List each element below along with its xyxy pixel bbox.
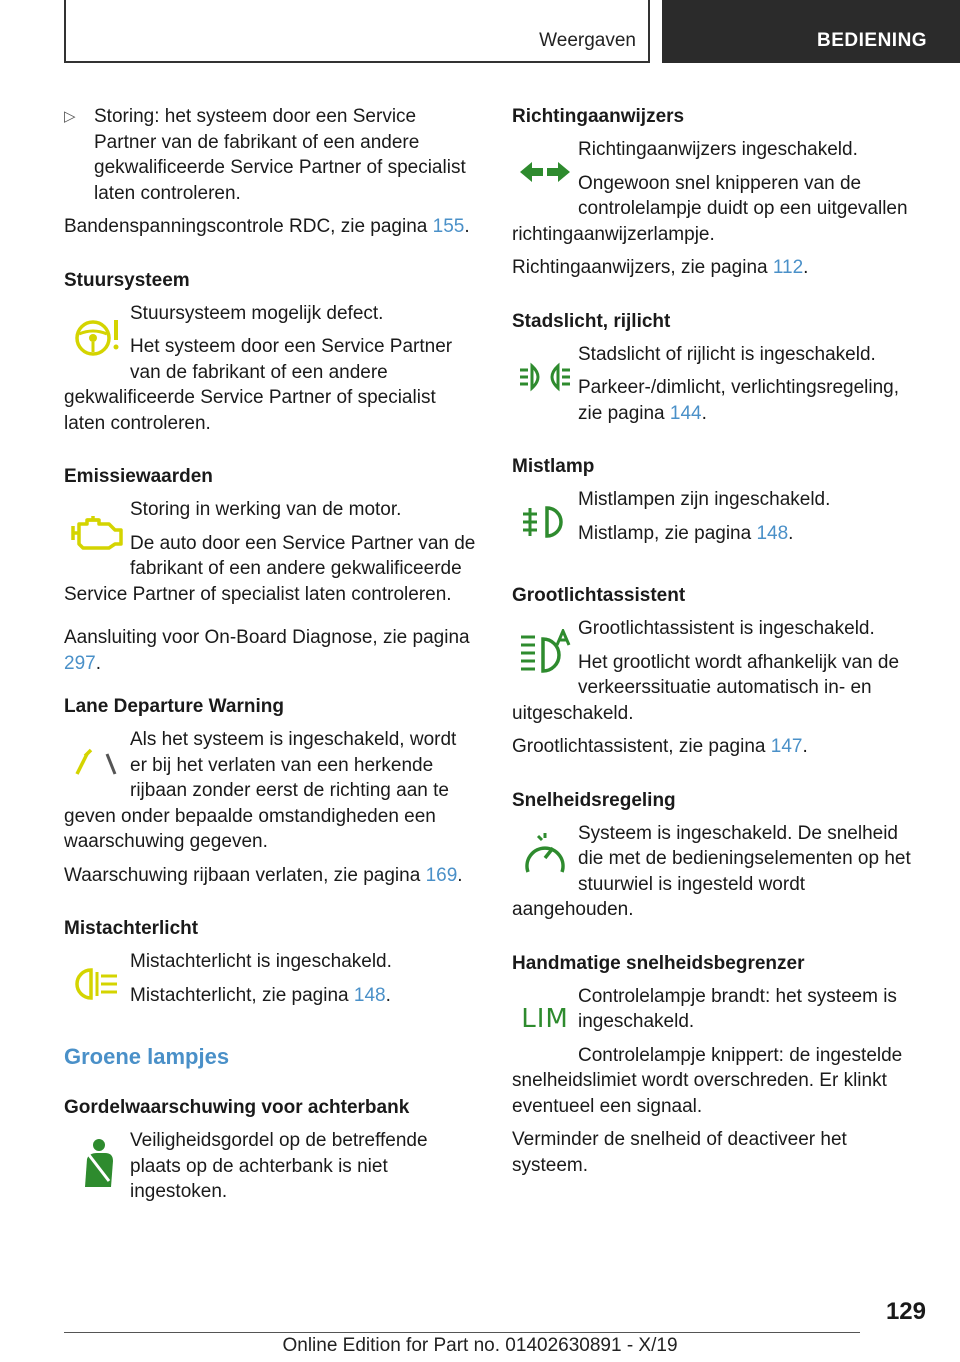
parking-entry: Stadslicht of rijlicht is ingeschakeld. Parkeer-/dimlicht, verlichtingsregeling, zie pagina 144. (512, 342, 924, 427)
page-number: 129 (885, 1298, 926, 1325)
obd-reference: Aansluiting voor On-Board Diagnose, zie pagina 297. (64, 627, 470, 674)
engine-icon (64, 499, 130, 565)
seatbelt-entry: Veiligheidsgordel op de betreffende plaats op de achterbank is niet ingestoken. (64, 1128, 476, 1205)
rdc-reference: Bandenspanningscontrole RDC, zie pagina 155. (64, 216, 470, 237)
right-column: Richtingaanwijzers Richtingaanwijzers ingeschakeld. Ongewoon snel knipperen van de controlelampje duidt op een uitgevallen richtingaanwijzerlampje. Richtingaanwijzers, zie pagina 112. Stadslicht, rijlicht Stadslicht of rijlicht is ingeschakeld. Parkeer-/dimlicht, verlichtingsregeling, zie pagina 144. Mistlamp Mistlampen zijn ingeschakeld. Mistlamp, zie pagina 148. Grootlichtassistent Grootlichtassistent is ingeschakeld. Het grootlicht wordt afhankelijk van de verkeerssituatie automatisch in- en uitgeschakeld. Grootlichtassistent, zie pagina 147. Snelheidsregeling Systeem is ingeschakeld. De snelheid die met de bedieningselementen op het stuurwiel is ingesteld wordt aangehouden. Handmatige snelheidsbegrenzer LIM Controlelampje brandt: het systeem is ingeschakeld. Controlelampje knippert: de ingestelde snelheidslimiet wordt overschreden. Er klinkt eventueel een signaal. Verminder de snelheid of deactiveer het systeem. (512, 104, 924, 1178)
rearfog-heading: Mistachterlicht (64, 918, 199, 939)
fog-page-link[interactable]: 148 (756, 522, 789, 544)
rearfog-page-link[interactable]: 148 (353, 984, 386, 1006)
rear-fog-light-icon (64, 951, 130, 1017)
header-chapter-tab: BEDIENING (662, 0, 960, 63)
limiter-heading: Handmatige snelheidsbegrenzer (512, 952, 805, 974)
fog-heading: Mistlamp (512, 456, 595, 477)
lim-indicator-icon: LIM (521, 1003, 569, 1034)
highbeam-entry: Grootlichtassistent is ingeschakeld. Het grootlicht wordt afhankelijk van de verkeerssituatie automatisch in- en uitgeschakeld. (512, 618, 900, 724)
lane-heading: Lane Departure Warning (64, 696, 284, 717)
header-section-box (64, 0, 650, 63)
steering-warning-icon (64, 303, 130, 369)
steering-heading: Stuursysteem (64, 269, 190, 291)
parking-light-icon (512, 344, 578, 410)
emission-entry: Storing in werking van de motor. De auto door een Service Partner van de fabrikant of een andere gekwalificeerde Service Partner of specialist laten controleren. (64, 499, 476, 605)
emission-heading: Emissiewaarden (64, 466, 213, 487)
turn-reference: Richtingaanwijzers, zie pagina 112. (512, 257, 809, 278)
bullet-triangle-icon: ▷ (64, 108, 76, 125)
turn-page-link[interactable]: 112 (772, 257, 804, 278)
parking-page-link[interactable]: 144 (669, 402, 702, 424)
front-fog-light-icon (512, 489, 578, 555)
header-section-title: Weergaven (539, 30, 636, 51)
steering-entry: Stuursysteem mogelijk defect. Het systeem door een Service Partner van de fabrikant of een andere gekwalificeerde Service Partner of specialist laten controleren. (64, 302, 453, 434)
lane-page-link[interactable]: 169 (425, 864, 458, 886)
high-beam-assistant-icon (512, 618, 578, 684)
lane-reference: Waarschuwing rijbaan verlaten, zie pagina 169. (64, 864, 463, 886)
rdc-page-link[interactable]: 155 (432, 216, 465, 237)
lane-departure-icon (64, 729, 130, 795)
turn-entry: Richtingaanwijzers ingeschakeld. Ongewoon snel knipperen van de controlelampje duidt op een uitgevallen richtingaanwijzerlampje. (512, 139, 908, 245)
highbeam-page-link[interactable]: 147 (770, 736, 803, 757)
bullet-text: Storing: het systeem door een Service Partner van de fabrikant of een andere gekwalificeerde Service Partner of specialist laten controleren. (94, 106, 466, 204)
footer-edition: Online Edition for Part no. 01402630891 - X/19 (282, 1335, 678, 1356)
seatbelt-heading: Gordelwaarschuwing voor achterbank (64, 1097, 410, 1118)
parking-heading: Stadslicht, rijlicht (512, 310, 671, 332)
cruise-heading: Snelheidsregeling (512, 789, 676, 811)
cruise-entry: Systeem is ingeschakeld. De snelheid die met de bedieningselementen op het stuurwiel is ingesteld wordt aangehouden. (512, 822, 911, 920)
obd-page-link[interactable]: 297 (64, 652, 96, 674)
left-column (64, 104, 476, 1205)
highbeam-reference: Grootlichtassistent, zie pagina 147. (512, 736, 808, 757)
bullet-item (64, 104, 476, 206)
green-lights-heading: Groene lampjes (64, 1044, 230, 1069)
turn-signal-arrows-icon (512, 139, 578, 205)
rearfog-entry: Mistachterlicht is ingeschakeld. Mistachterlicht, zie pagina 148. (64, 949, 476, 1017)
cruise-control-icon (512, 823, 578, 889)
footer-divider (64, 1332, 860, 1333)
limiter-entry: LIM Controlelampje brandt: het systeem is ingeschakeld. Controlelampje knippert: de ingestelde snelheidslimiet wordt overschreden. Er klinkt eventueel een signaal. (512, 985, 903, 1117)
turn-heading: Richtingaanwijzers (512, 106, 685, 127)
seatbelt-icon (64, 1130, 130, 1196)
fog-entry: Mistlampen zijn ingeschakeld. Mistlamp, zie pagina 148. (512, 487, 924, 555)
highbeam-heading: Grootlichtassistent (512, 585, 686, 606)
lane-entry: Als het systeem is ingeschakeld, wordt er bij het verlaten van een herkende rijbaan zonder eerst de richting aan te geven onder bepaalde omstandigheden een waarschuwing gegeven. (64, 729, 457, 852)
